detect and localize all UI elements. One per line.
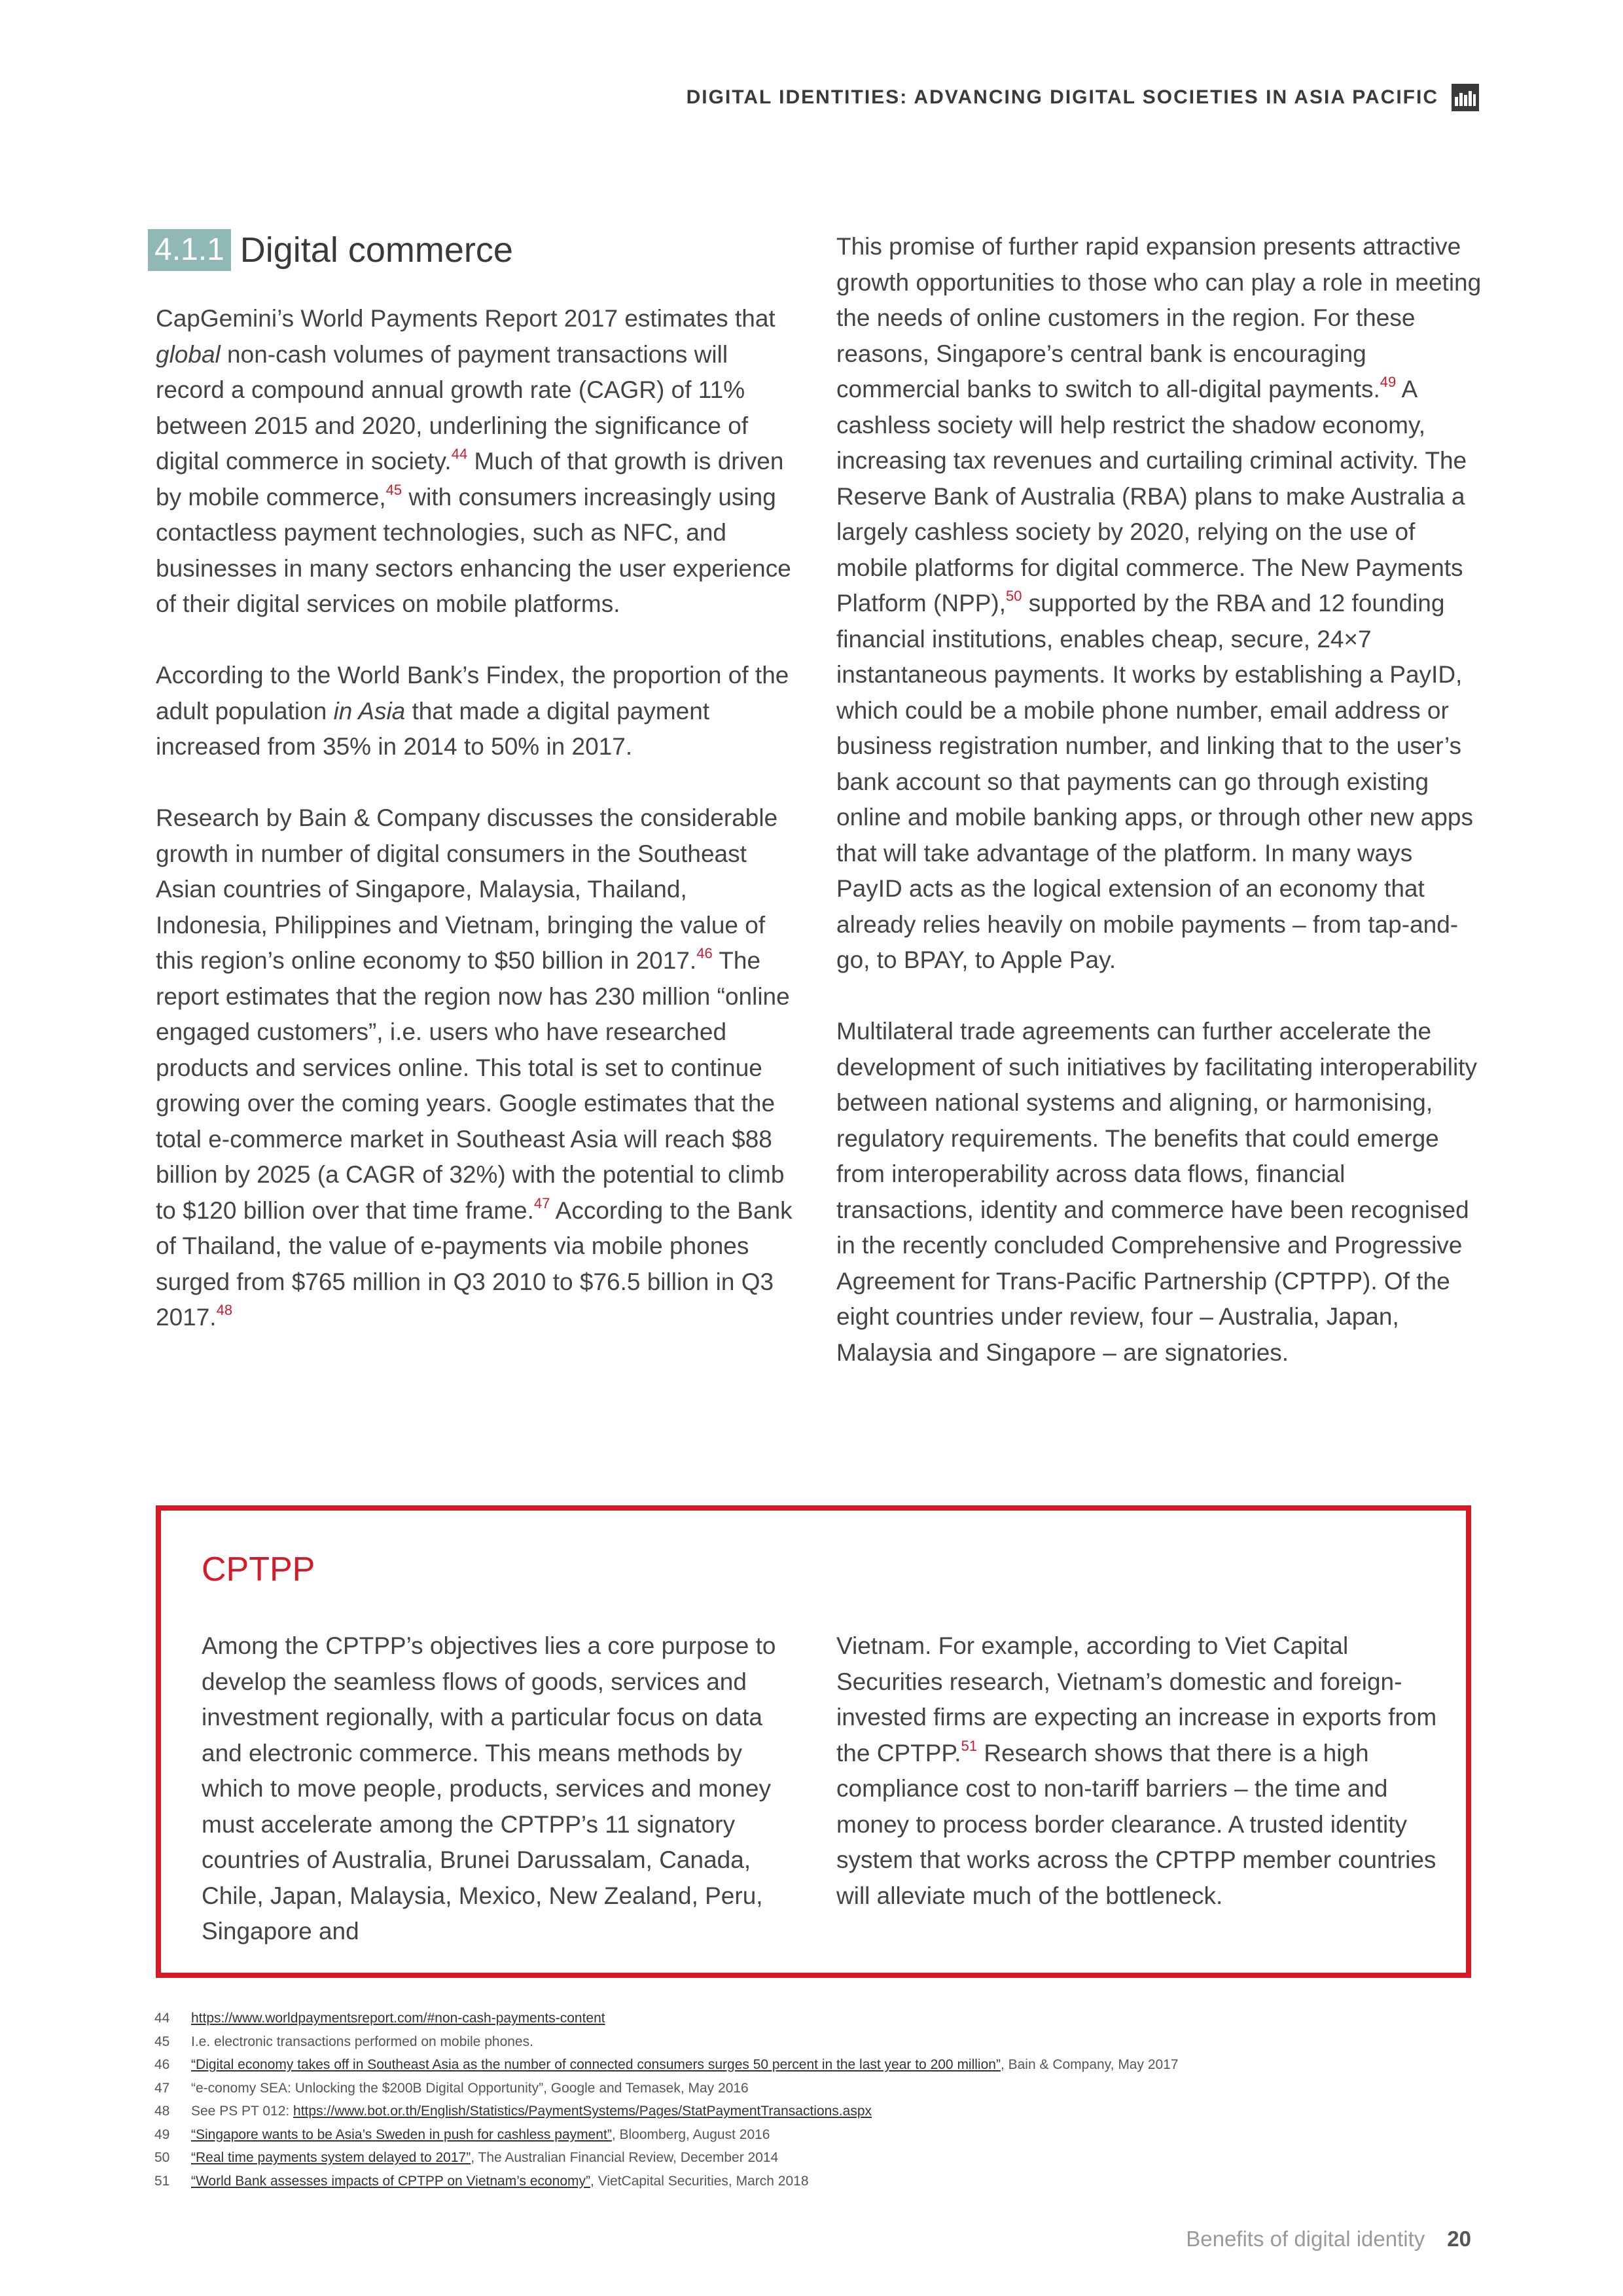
left-paragraph-3 [156, 800, 797, 1336]
footnote-ref[interactable]: 45 [385, 481, 402, 498]
left-paragraph-1 [156, 301, 797, 622]
footnote-item [154, 2100, 1476, 2123]
right-column [836, 229, 1484, 1407]
footnote-number: 50 [154, 2150, 170, 2165]
text-run: Research shows that there is a high compliance cost to non-tariff barriers – the time and money to process border clearance. A trusted identity system that works across the CPTPP member countries will alleviate much of the bottleneck. [836, 1739, 1436, 1909]
emphasis-text: global [156, 340, 221, 368]
text-run: Much of that growth is driven by mobile commerce, [156, 448, 784, 511]
footnote-link[interactable]: “World Bank assesses impacts of CPTPP on Vietnam’s economy” [191, 2173, 591, 2189]
right-paragraph-1 [836, 229, 1484, 978]
footnote-ref[interactable]: 48 [216, 1302, 233, 1318]
text-run: CapGemini’s World Payments Report 2017 estimates that [156, 305, 776, 332]
left-column [156, 301, 797, 1371]
footnote-ref[interactable]: 47 [533, 1194, 550, 1211]
gsma-logo-icon [1452, 84, 1479, 111]
text-run: with consumers increasingly using contactless payment technologies, such as NFC, and businesses in many sectors enhancing the user experience of their digital services on mobile platforms. [156, 483, 791, 617]
footnote-text: I.e. electronic transactions performed on mobile phones. [191, 2034, 533, 2049]
text-run: According to the World Bank’s Findex, the proportion of the adult population [156, 662, 789, 725]
text-run: The report estimates that the region now has 230 million “online engaged customers”, i.e. users who have researched products and services online. This total is set to continue growing over the coming years. Google estimates that the total e-commerce market in Southeast Asia will reach $88 billion by 2025 (a CAGR of 32%) with the potential to climb to $120 billion over that time frame. [156, 947, 790, 1224]
text-run: This promise of further rapid expansion presents attractive growth opportunities to those who can play a role in meeting the needs of online customers in the region. For these reasons, Singapore’s central bank is encouraging commercial banks to switch to all-digital payments. [836, 233, 1482, 403]
page-footer [1186, 2227, 1471, 2251]
footnote-number: 44 [154, 2011, 170, 2026]
footnote-link[interactable]: “Singapore wants to be Asia’s Sweden in push for cashless payment” [191, 2126, 612, 2142]
footnote-item [154, 2077, 1476, 2100]
footnote-text: “e-conomy SEA: Unlocking the $200B Digital Opportunity”, Google and Temasek, May 2016 [191, 2080, 749, 2096]
text-run: According to the Bank of Thailand, the value of e-payments via mobile phones surged from $765 million in Q3 2010 to $76.5 billion in Q3 2017. [156, 1196, 793, 1331]
footnote-number: 51 [154, 2173, 170, 2189]
footnote-link[interactable]: https://www.worldpaymentsreport.com/#non-cash-payments-content [191, 2011, 605, 2026]
footnote-item [154, 2053, 1476, 2077]
footnote-item [154, 2030, 1476, 2054]
text-run: that made a digital payment increased from 35% in 2014 to 50% in 2017. [156, 697, 710, 760]
footnote-ref[interactable]: 46 [696, 945, 713, 961]
footnote-ref[interactable]: 50 [1006, 588, 1022, 604]
footnote-item [154, 2123, 1476, 2147]
footnote-ref[interactable]: 44 [451, 446, 468, 462]
footnote-item [154, 2170, 1476, 2193]
footnote-number: 47 [154, 2080, 170, 2096]
footnote-ref[interactable]: 51 [961, 1737, 978, 1754]
footnote-text: See PS PT 012: [191, 2104, 294, 2119]
footnote-text: , The Australian Financial Review, December 2014 [471, 2150, 779, 2165]
page-header [687, 81, 1479, 114]
footnote-item [154, 2007, 1476, 2030]
page-number: 20 [1447, 2227, 1471, 2251]
footnote-text: , VietCapital Securities, March 2018 [590, 2173, 809, 2189]
section-heading [148, 228, 513, 272]
footnote-ref[interactable]: 49 [1380, 374, 1397, 390]
text-run: Vietnam. For example, according to Viet Capital Securities research, Vietnam’s domestic and foreign-invested firms are expecting an increase in exports from the CPTPP. [836, 1632, 1437, 1767]
footnote-item [154, 2146, 1476, 2170]
cptpp-right-text [836, 1628, 1438, 1914]
cptpp-left-text: Among the CPTPP’s objectives lies a core purpose to develop the seamless flows of goods, services and investment regionally, with a particular focus on data and electronic commerce. This means methods by which to move people, products, services and money must accelerate among the CPTPP’s 11 signatory countries of Australia, Brunei Darussalam, Canada, Chile, Japan, Malaysia, Mexico, New Zealand, Peru, Singapore and [202, 1632, 776, 1945]
footnote-text: , Bain & Company, May 2017 [1000, 2057, 1179, 2072]
footnote-number: 45 [154, 2034, 170, 2049]
cptpp-title: CPTPP [202, 1551, 315, 1588]
text-run: Research by Bain & Company discusses the considerable growth in number of digital consumers in the Southeast Asian countries of Singapore, Malaysia, Thailand, Indonesia, Philippines and Vietnam, bringing the value of this region’s online economy to $50 billion in 2017. [156, 804, 778, 974]
section-number: 4.1.1 [148, 229, 231, 271]
section-title: Digital commerce [240, 230, 513, 270]
footnotes [154, 2007, 1476, 2193]
footnote-link[interactable]: “Digital economy takes off in Southeast Asia as the number of connected consumers surges 50 percent in the last year to 200 million” [191, 2057, 1001, 2072]
left-paragraph-2 [156, 658, 797, 765]
footnote-number: 48 [154, 2104, 170, 2119]
footnote-text: , Bloomberg, August 2016 [611, 2126, 770, 2142]
emphasis-text: in Asia [333, 697, 406, 725]
footnote-number: 49 [154, 2126, 170, 2142]
footnote-link[interactable]: “Real time payments system delayed to 2017” [191, 2150, 471, 2165]
footer-section-label: Benefits of digital identity [1186, 2227, 1425, 2251]
text-run: non-cash volumes of payment transactions will record a compound annual growth rate (CAGR) of 11% between 2015 and 2020, underlining the significance of digital commerce in society. [156, 340, 749, 475]
text-run: A cashless society will help restrict the shadow economy, increasing tax revenues and curtailing criminal activity. The Reserve Bank of Australia (RBA) plans to make Australia a largely cashless society by 2020, relying on the use of mobile platforms for digital commerce. The New Payments Platform (NPP), [836, 376, 1467, 617]
cptpp-callout-box [156, 1505, 1471, 1978]
right-paragraph-2: Multilateral trade agreements can further accelerate the development of such initiatives by facilitating interoperability between national systems and aligning, or harmonising, regulatory requirements. The benefits that could emerge from interoperability across data flows, financial transactions, identity and commerce have been recognised in the recently concluded Comprehensive and Progressive Agreement for Trans-Pacific Partnership (CPTPP). Of the eight countries under review, four – Australia, Japan, Malaysia and Singapore – are signatories. [836, 1018, 1477, 1366]
header-title: DIGITAL IDENTITIES: ADVANCING DIGITAL SOCIETIES IN ASIA PACIFIC [686, 86, 1438, 108]
text-run: supported by the RBA and 12 founding financial institutions, enables cheap, secure, 24×7 instantaneous payments. It works by establishing a PayID, which could be a mobile phone number, email address or business registration number, and linking that to the user’s bank account so that payments can go through existing online and mobile banking apps, or through other new apps that will take advantage of the platform. In many ways PayID acts as the logical extension of an economy that already relies heavily on mobile payments – from tap-and-go, to BPAY, to Apple Pay. [836, 590, 1473, 973]
footnote-number: 46 [154, 2057, 170, 2072]
footnote-link[interactable]: https://www.bot.or.th/English/Statistics/PaymentSystems/Pages/StatPaymentTransactions.aspx [293, 2104, 872, 2119]
